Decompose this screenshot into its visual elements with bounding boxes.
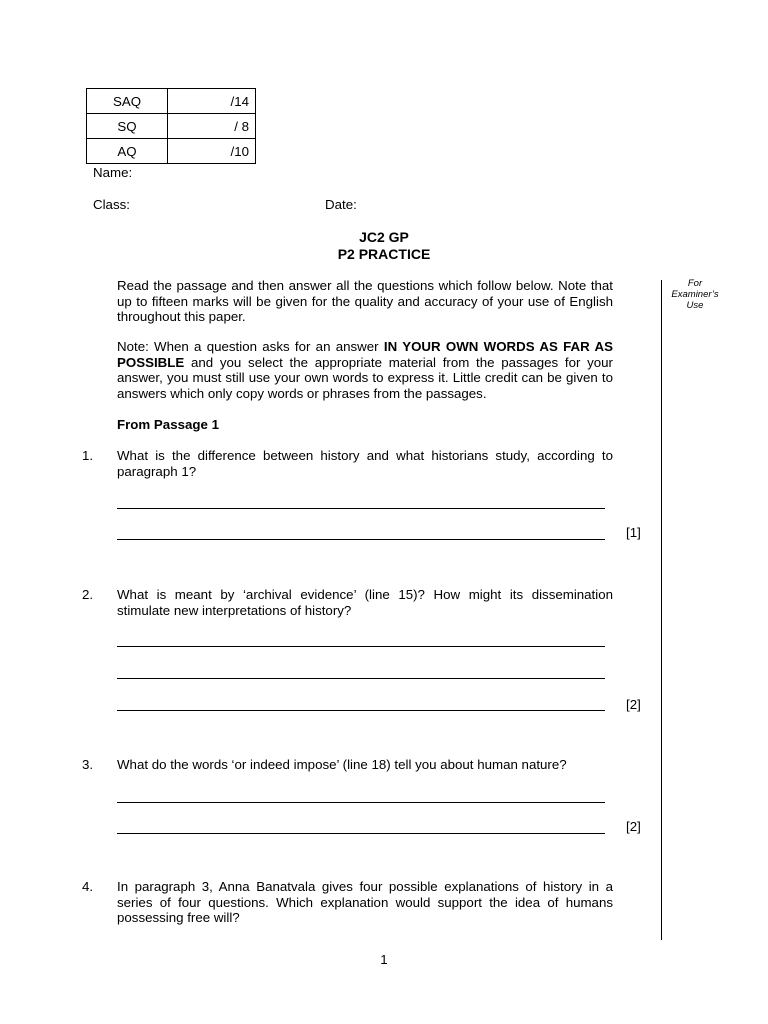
question-text: What is meant by ‘archival evidence’ (line 15)? How might its dissemination stimulate new interpretations of history?: [117, 587, 613, 618]
question-marks: [2]: [626, 819, 641, 834]
page-number: 1: [380, 952, 388, 967]
examiner-label-line: Use: [686, 300, 704, 311]
section-heading: From Passage 1: [117, 417, 219, 432]
question-text: What do the words ‘or indeed impose’ (line 18) tell you about human nature?: [117, 757, 567, 772]
question-number: 4.: [82, 879, 94, 894]
score-label: SQ: [87, 114, 168, 139]
answer-line[interactable]: [117, 802, 605, 803]
class-field-label: Class:: [93, 197, 130, 212]
question-text: In paragraph 3, Anna Banatvala gives four possible explanations of history in a series of four questions. Which explanation would support the idea of humans possessing free will?: [117, 879, 613, 926]
answer-line[interactable]: [117, 539, 605, 540]
question-marks: [1]: [626, 525, 641, 540]
score-label: SAQ: [87, 89, 168, 114]
answer-line[interactable]: [117, 833, 605, 834]
question-marks: [2]: [626, 697, 641, 712]
paper-title: JC2 GP: [359, 229, 409, 245]
answer-line[interactable]: [117, 710, 605, 711]
note-text: and you select the appropriate material from the passages for your answer, you must still use your own words to express it. Little credit can be given to answers which only copy words or phrases from the passages.: [117, 354, 613, 401]
examiner-label-line: Examiner’s: [671, 289, 719, 300]
examiner-label-line: For: [687, 278, 703, 289]
note-paragraph: [117, 339, 613, 401]
name-field-label: Name:: [93, 165, 133, 180]
score-row: [87, 114, 256, 139]
question-number: 3.: [82, 757, 94, 772]
score-label: AQ: [87, 139, 168, 164]
date-field-label: Date:: [325, 197, 357, 212]
question-number: 1.: [82, 448, 94, 463]
note-text: Note: When a question asks for an answer: [117, 339, 384, 354]
examiner-use-label: [663, 278, 727, 311]
score-row: [87, 89, 256, 114]
score-row: [87, 139, 256, 164]
score-table: [86, 88, 256, 164]
answer-line[interactable]: [117, 508, 605, 509]
score-value: /14: [168, 89, 256, 114]
paper-subtitle: P2 PRACTICE: [337, 246, 431, 262]
question-number: 2.: [82, 587, 94, 602]
instructions-paragraph: Read the passage and then answer all the questions which follow below. Note that up to fifteen marks will be given for the quality and accuracy of your use of English throughout this paper.: [117, 278, 613, 325]
answer-line[interactable]: [117, 678, 605, 679]
note-emphasis: IN YOUR OWN WORDS AS FAR AS POSSIBLE: [117, 339, 613, 370]
question-text: What is the difference between history and what historians study, according to paragraph 1?: [117, 448, 613, 479]
answer-line[interactable]: [117, 646, 605, 647]
score-value: /10: [168, 139, 256, 164]
score-value: / 8: [168, 114, 256, 139]
examiner-margin-rule: [661, 280, 662, 940]
